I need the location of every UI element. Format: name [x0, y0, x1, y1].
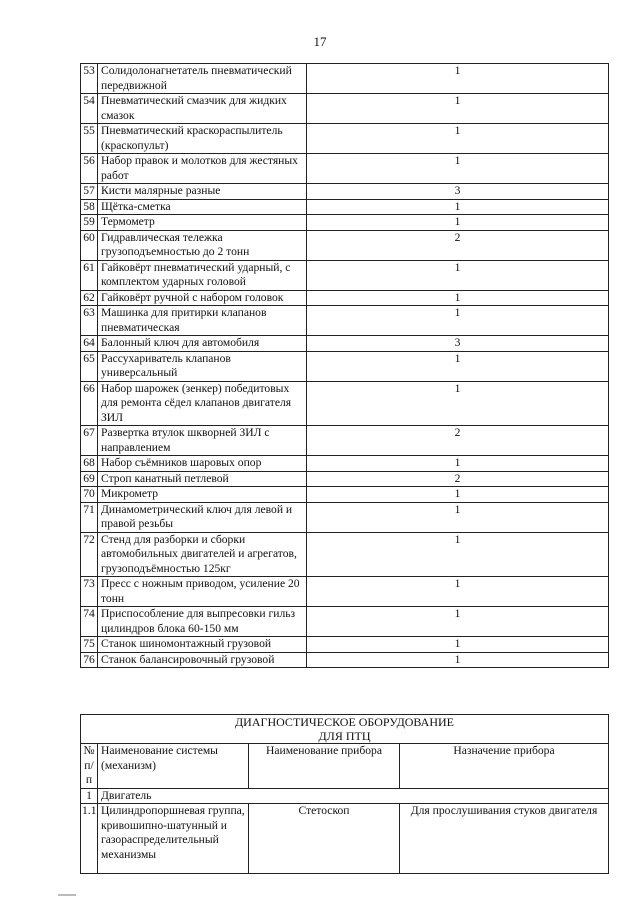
row-quantity: 1 [307, 306, 609, 336]
row-number: 54 [81, 94, 98, 124]
table-row [81, 456, 609, 472]
row-quantity: 1 [307, 154, 609, 184]
table-row [81, 471, 609, 487]
table-row [81, 351, 609, 381]
table-row [81, 124, 609, 154]
row-quantity: 1 [307, 577, 609, 607]
row-quantity: 2 [307, 230, 609, 260]
row-quantity: 3 [307, 336, 609, 352]
table-row [81, 652, 609, 668]
row-name: Набор шарожек (зенкер) победитовых для ремонта сёдел клапанов двигателя ЗИЛ [98, 381, 307, 426]
diag-row-system: Цилиндропоршневая группа, кривошипно-шатунный и газораспределительный механизмы [98, 804, 249, 874]
row-number: 56 [81, 154, 98, 184]
row-name: Гидравлическая тележка грузоподъемностью до 2 тонн [98, 230, 307, 260]
row-quantity: 1 [307, 456, 609, 472]
row-name: Термометр [98, 215, 307, 231]
scan-mark [58, 894, 76, 896]
table-row [81, 215, 609, 231]
group-row [81, 788, 609, 804]
table-row [81, 154, 609, 184]
header-device: Наименование прибора [249, 744, 400, 789]
row-name: Приспособление для выпресовки гильз цилиндров блока 60-150 мм [98, 607, 307, 637]
row-name: Набор съёмников шаровых опор [98, 456, 307, 472]
row-number: 59 [81, 215, 98, 231]
section-title-row [81, 715, 609, 744]
row-quantity: 1 [307, 351, 609, 381]
row-number: 65 [81, 351, 98, 381]
row-quantity: 1 [307, 260, 609, 290]
table-row [81, 199, 609, 215]
row-name: Пневматический краскораспылитель (краскопульт) [98, 124, 307, 154]
header-purpose: Назначение прибора [400, 744, 609, 789]
table-row [81, 502, 609, 532]
row-name: Пресс с ножным приводом, усиление 20 тонн [98, 577, 307, 607]
row-name: Пневматический смазчик для жидких смазок [98, 94, 307, 124]
row-name: Развертка втулок шкворней ЗИЛ с направлением [98, 426, 307, 456]
row-number: 71 [81, 502, 98, 532]
diag-row-num: 1.1 [81, 804, 98, 874]
group-name: Двигатель [98, 788, 609, 804]
row-name: Строп канатный петлевой [98, 471, 307, 487]
header-system: Наименование системы (механизм) [98, 744, 249, 789]
section-title-line2: ДЛЯ ПТЦ [318, 729, 371, 743]
row-number: 63 [81, 306, 98, 336]
row-quantity: 1 [307, 64, 609, 94]
row-number: 68 [81, 456, 98, 472]
header-num: № п/п [81, 744, 98, 789]
table-row [81, 487, 609, 503]
section-title-line1: ДИАГНОСТИЧЕСКОЕ ОБОРУДОВАНИЕ [235, 715, 454, 729]
row-number: 64 [81, 336, 98, 352]
row-quantity: 1 [307, 487, 609, 503]
diag-row-device: Стетоскоп [249, 804, 400, 874]
row-quantity: 1 [307, 215, 609, 231]
row-number: 75 [81, 637, 98, 653]
row-name: Щётка-сметка [98, 199, 307, 215]
row-number: 60 [81, 230, 98, 260]
row-name: Балонный ключ для автомобиля [98, 336, 307, 352]
row-name: Динамометрический ключ для левой и правой резьбы [98, 502, 307, 532]
section-title [81, 715, 609, 744]
row-number: 69 [81, 471, 98, 487]
equipment-table [80, 63, 609, 668]
row-quantity: 1 [307, 607, 609, 637]
table-row [81, 64, 609, 94]
diagnostic-header-row [81, 744, 609, 789]
table-row [81, 184, 609, 200]
row-number: 72 [81, 532, 98, 577]
row-name: Микрометр [98, 487, 307, 503]
row-quantity: 1 [307, 381, 609, 426]
row-name: Гайковёрт пневматический ударный, с комплектом ударных головой [98, 260, 307, 290]
row-number: 76 [81, 652, 98, 668]
row-name: Станок балансировочный грузовой [98, 652, 307, 668]
row-quantity: 1 [307, 199, 609, 215]
row-number: 73 [81, 577, 98, 607]
table-row [81, 607, 609, 637]
row-name: Рассухариватель клапанов универсальный [98, 351, 307, 381]
row-number: 66 [81, 381, 98, 426]
row-number: 67 [81, 426, 98, 456]
row-name: Солидолонагнетатель пневматический передвижной [98, 64, 307, 94]
row-quantity: 1 [307, 124, 609, 154]
row-quantity: 1 [307, 637, 609, 653]
table-row [81, 94, 609, 124]
table-row [81, 260, 609, 290]
diagnostic-row [81, 804, 609, 874]
row-name: Гайковёрт ручной с набором головок [98, 290, 307, 306]
row-number: 61 [81, 260, 98, 290]
table-row [81, 336, 609, 352]
row-quantity: 2 [307, 426, 609, 456]
row-number: 74 [81, 607, 98, 637]
row-name: Кисти малярные разные [98, 184, 307, 200]
row-name: Стенд для разборки и сборки автомобильных двигателей и агрегатов, грузоподъёмностью 125кг [98, 532, 307, 577]
table-row [81, 306, 609, 336]
table-row [81, 637, 609, 653]
group-num: 1 [81, 788, 98, 804]
row-number: 55 [81, 124, 98, 154]
row-quantity: 3 [307, 184, 609, 200]
row-name: Станок шиномонтажный грузовой [98, 637, 307, 653]
page-number: 17 [313, 34, 327, 49]
equipment-table-body [81, 64, 609, 668]
table-row [81, 577, 609, 607]
table-row [81, 426, 609, 456]
row-quantity: 1 [307, 652, 609, 668]
diagnostic-table [80, 714, 609, 874]
table-row [81, 532, 609, 577]
row-number: 70 [81, 487, 98, 503]
table-row [81, 381, 609, 426]
row-name: Набор правок и молотков для жестяных работ [98, 154, 307, 184]
table-row [81, 230, 609, 260]
row-quantity: 2 [307, 471, 609, 487]
row-number: 58 [81, 199, 98, 215]
row-number: 53 [81, 64, 98, 94]
row-quantity: 1 [307, 502, 609, 532]
row-number: 62 [81, 290, 98, 306]
diag-row-purpose: Для прослушивания стуков двигателя [400, 804, 609, 874]
row-number: 57 [81, 184, 98, 200]
table-row [81, 290, 609, 306]
row-quantity: 1 [307, 532, 609, 577]
row-name: Машинка для притирки клапанов пневматическая [98, 306, 307, 336]
row-quantity: 1 [307, 290, 609, 306]
row-quantity: 1 [307, 94, 609, 124]
